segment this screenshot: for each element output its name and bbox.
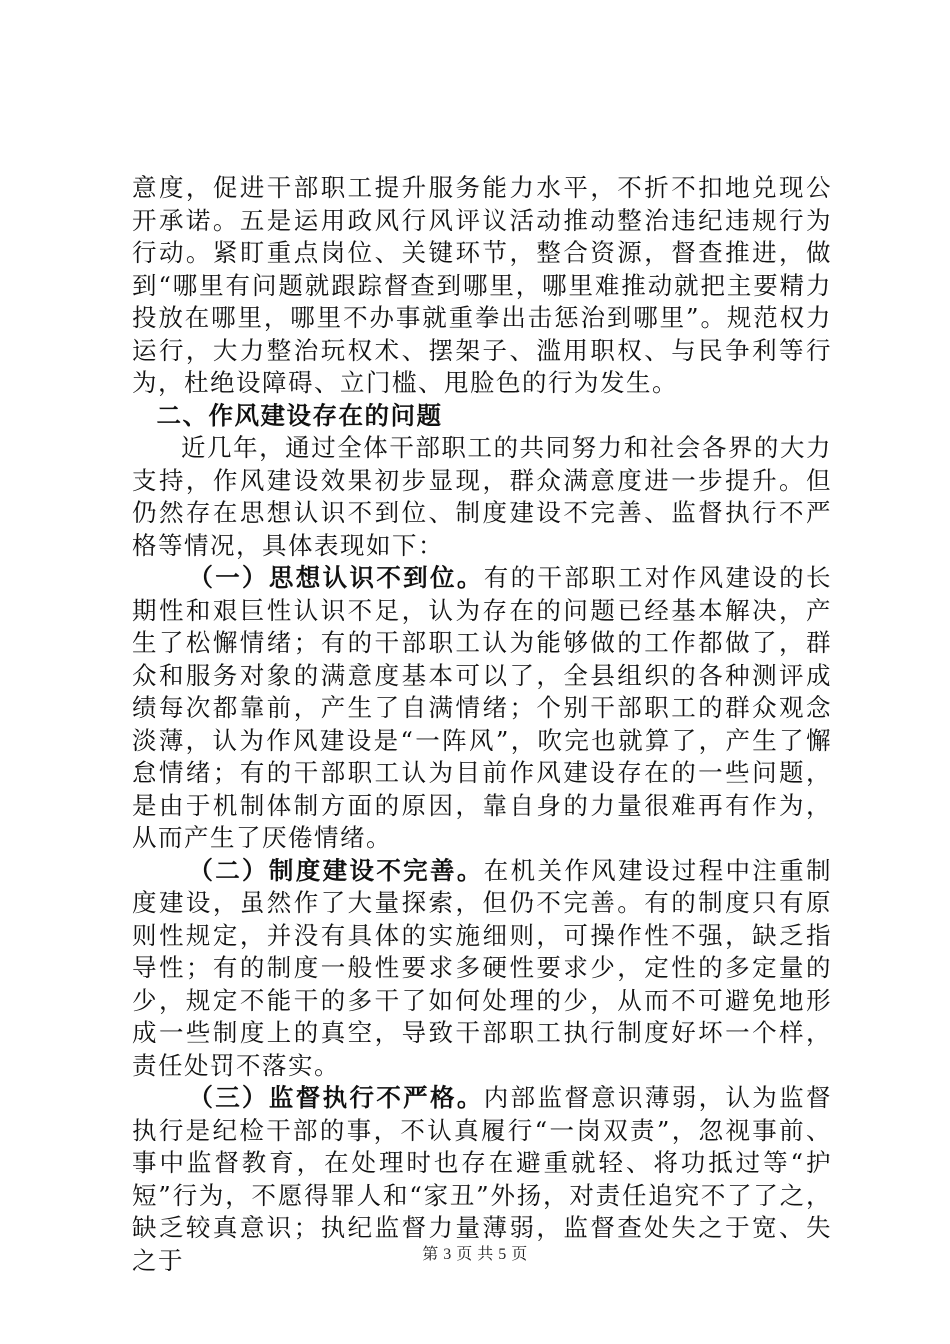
subsection-title-3: （三）监督执行不严格。: [188, 1083, 484, 1112]
subsection-body-1: 有的干部职工对作风建设的长期性和艰巨性认识不足，认为存在的问题已经基本解决，产生了松懈情绪；有的干部职工认为能够做的工作都做了，群众和服务对象的满意度基本可以了，全县组织的各种测评成绩每次都靠前，产生了自满情绪；个别干部职工的群众观念淡薄，认为作风建设是“一阵风”，吹完也就算了，产生了懈怠情绪；有的干部职工认为目前作风建设存在的一些问题，是由于机制体制方面的原因，靠自身的力量很难再有作为，从而产生了厌倦情绪。: [132, 563, 833, 852]
subsection-body-2: 在机关作风建设过程中注重制度建设，虽然作了大量探索，但仍不完善。有的制度只有原则性规定，并没有具体的实施细则，可操作性不强，缺乏指导性；有的制度一般性要求多硬性要求少，定性的多定量的少，规定不能干的多干了如何处理的少，从而不可避免地形成一些制度上的真空，导致干部职工执行制度好坏一个样，责任处罚不落实。: [132, 855, 833, 1080]
paragraph-overview: 近几年，通过全体干部职工的共同努力和社会各界的大力支持，作风建设效果初步显现，群众满意度进一步提升。但仍然存在思想认识不到位、制度建设不完善、监督执行不严格等情况，具体表现如下：: [132, 433, 832, 560]
section-heading: 二、作风建设存在的问题: [156, 400, 443, 430]
subsection-body-3: 内部监督意识薄弱，认为监督执行是纪检干部的事，不认真履行“一岗双责”，忽视事前、事中监督教育，在处理时也存在避重就轻、将功抵过等“护短”行为，不愿得罪人和“家丑”外扬，对责任追究不了了之，缺乏较真意识；执纪监督力量薄弱，监督查处失之于宽、失之于: [132, 1083, 833, 1275]
paragraph-section-2: [132, 855, 832, 1083]
page-number-footer: 第 3 页 共 5 页: [422, 1246, 528, 1263]
paragraph-intro: 意度，促进干部职工提升服务能力水平，不折不扣地兑现公开承诺。五是运用政风行风评议活动推动整治违纪违规行为行动。紧盯重点岗位、关键环节，整合资源，督查推进，做到“哪里有问题就跟踪督查到哪里，哪里难推动就把主要精力投放在哪里，哪里不办事就重拳出击惩治到哪里”。规范权力运行，大力整治玩权术、摆架子、滥用职权、与民争利等行为，杜绝设障碍、立门槛、甩脸色的行为发生。: [132, 173, 832, 397]
subsection-title-2: （二）制度建设不完善。: [188, 855, 484, 885]
document-body: [132, 172, 832, 1277]
paragraph-section-1: [132, 562, 832, 855]
subsection-title-1: （一）思想认识不到位。: [188, 563, 484, 592]
